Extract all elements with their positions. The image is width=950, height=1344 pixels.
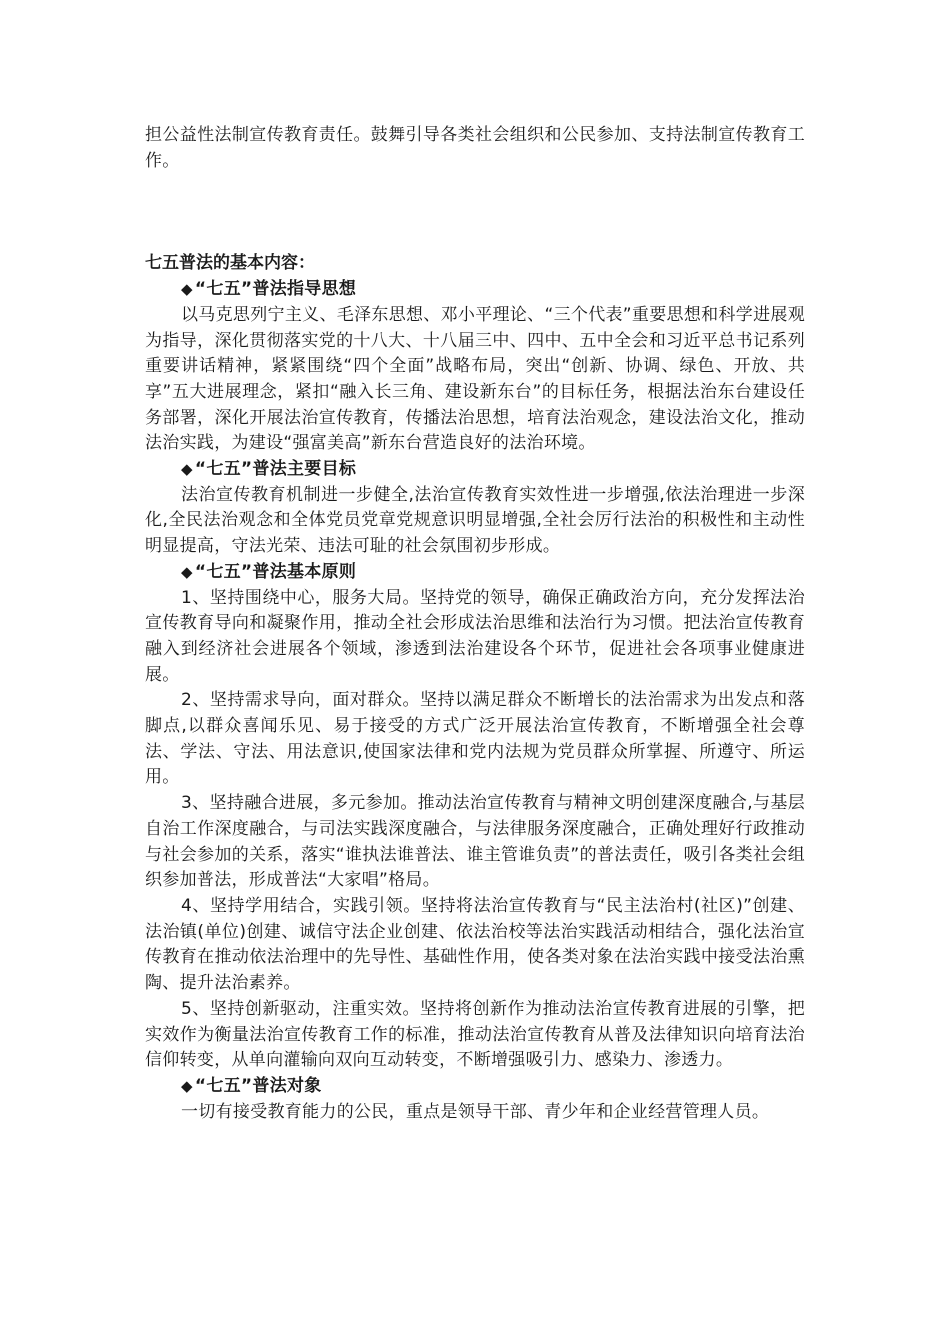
subheading-basic-principles	[145, 560, 805, 586]
paragraph-gap	[145, 174, 805, 251]
diamond-bullet-icon: ◆	[181, 562, 193, 581]
document-body	[145, 123, 805, 1125]
subheading-main-goals	[145, 457, 805, 483]
principle-paragraph-4: 4、坚持学用结合，实践引领。坚持将法治宣传教育与“民主法治村(社区)”创建、法治镇(单位)创建、诚信守法企业创建、依法治校等法治实践活动相结合，强化法治宣传教育在推动依法治理中的先导性、基础性作用，使各类对象在法治实践中接受法治熏陶、提升法治素养。	[145, 895, 805, 994]
subheading-text: “七五”普法基本原则	[194, 561, 357, 582]
subheading-targets	[145, 1074, 805, 1100]
section-title: 七五普法的基本内容：	[145, 253, 315, 274]
subheading-text: “七五”普法指导思想	[194, 279, 357, 300]
paragraph-targets: 一切有接受教育能力的公民，重点是领导干部、青少年和企业经营管理人员。	[181, 1101, 770, 1122]
principle-paragraph-5: 5、坚持创新驱动，注重实效。坚持将创新作为推动法治宣传教育进展的引擎，把实效作为衡量法治宣传教育工作的标准，推动法治宣传教育从普及法律知识向培育法治信仰转变，从单向灌输向双向互动转变，不断增强吸引力、感染力、渗透力。	[145, 998, 805, 1071]
diamond-bullet-icon: ◆	[181, 1076, 193, 1095]
subheading-text: “七五”普法对象	[194, 1075, 322, 1096]
subheading-guiding-ideology	[145, 277, 805, 303]
paragraph-main-goals: 法治宣传教育机制进一步健全,法治宣传教育实效性进一步增强,依法治理进一步深化,全民法治观念和全体党员党章党规意识明显增强,全社会厉行法治的积极性和主动性明显提高，守法光荣、违法可耻的社会氛围初步形成。	[145, 484, 805, 557]
intro-paragraph: 担公益性法制宣传教育责任。鼓舞引导各类社会组织和公民参加、支持法制宣传教育工作。	[145, 125, 805, 171]
subheading-text: “七五”普法主要目标	[194, 459, 357, 480]
paragraph-guiding-ideology: 以马克思列宁主义、毛泽东思想、邓小平理论、“三个代表”重要思想和科学进展观为指导，深化贯彻落实党的十八大、十八届三中、四中、五中全会和习近平总书记系列重要讲话精神，紧紧围绕“四个全面”战略布局，突出“创新、协调、绿色、开放、共享”五大进展理念，紧扣“融入长三角、建设新东台”的目标任务，根据法治东台建设任务部署，深化开展法治宣传教育，传播法治思想，培育法治观念，建设法治文化，推动法治实践，为建设“强富美高”新东台营造良好的法治环境。	[145, 304, 805, 454]
diamond-bullet-icon: ◆	[181, 460, 193, 479]
principle-paragraph-3: 3、坚持融合进展，多元参加。推动法治宣传教育与精神文明创建深度融合,与基层自治工作深度融合，与司法实践深度融合，与法律服务深度融合，正确处理好行政推动与社会参加的关系，落实“谁执法谁普法、谁主管谁负责”的普法责任，吸引各类社会组织参加普法，形成普法“大家唱”格局。	[145, 793, 805, 891]
principle-paragraph-1: 1、坚持围绕中心，服务大局。坚持党的领导，确保正确政治方向，充分发挥法治宣传教育导向和凝聚作用，推动全社会形成法治思维和法治行为习惯。把法治宣传教育融入到经济社会进展各个领域，渗透到法治建设各个环节，促进社会各项事业健康进展。	[145, 587, 805, 685]
diamond-bullet-icon: ◆	[181, 280, 193, 299]
principle-paragraph-2: 2、坚持需求导向，面对群众。坚持以满足群众不断增长的法治需求为出发点和落脚点,以群众喜闻乐见、易于接受的方式广泛开展法治宣传教育，不断增强全社会尊法、学法、守法、用法意识,使国家法律和党内法规为党员群众所掌握、所遵守、所运用。	[145, 690, 805, 788]
